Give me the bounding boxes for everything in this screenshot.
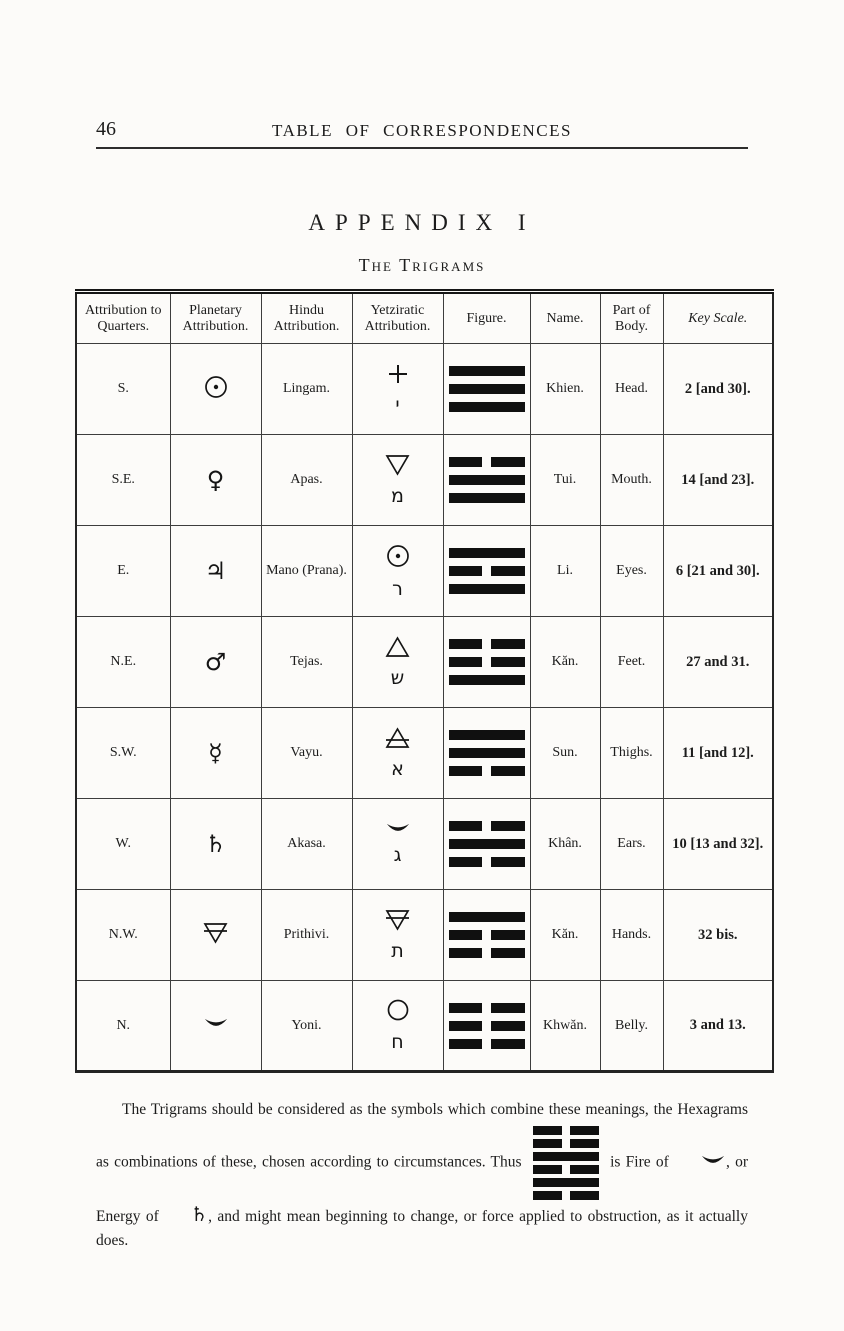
key-scale-value: 3 and 13. bbox=[663, 981, 773, 1072]
sun-icon bbox=[385, 543, 411, 569]
hindu-label: Apas. bbox=[261, 435, 352, 526]
body-part-label: Hands. bbox=[600, 890, 663, 981]
mercury-icon: ☿ bbox=[208, 738, 223, 767]
trigram-name: Kăn. bbox=[530, 617, 600, 708]
page-number: 46 bbox=[96, 118, 116, 140]
hindu-label: Akasa. bbox=[261, 799, 352, 890]
crescent-icon bbox=[674, 1149, 726, 1169]
table-row bbox=[76, 526, 773, 617]
trigram-figure-li bbox=[449, 548, 525, 594]
header-rule bbox=[96, 147, 748, 149]
subtitle: The Trigrams bbox=[358, 255, 486, 275]
venus-icon: ♀ bbox=[206, 465, 225, 494]
trigram-figure-sun bbox=[449, 730, 525, 776]
key-scale-value: 14 [and 23]. bbox=[663, 435, 773, 526]
key-scale-value: 6 [21 and 30]. bbox=[663, 526, 773, 617]
hebrew-letter-tav: ת bbox=[391, 939, 404, 962]
table-row bbox=[76, 617, 773, 708]
trigram-figure-khwan bbox=[449, 1003, 525, 1049]
footnote-text-3: , or Energy of bbox=[96, 1153, 749, 1225]
quarter-label: S. bbox=[76, 344, 170, 435]
key-scale-value: 32 bis. bbox=[663, 890, 773, 981]
trigram-name: Kăn. bbox=[530, 890, 600, 981]
hebrew-letter-shin: ש bbox=[390, 666, 405, 689]
table-row bbox=[76, 708, 773, 799]
quarter-label: E. bbox=[76, 526, 170, 617]
hebrew-letter-chet: ח bbox=[391, 1031, 404, 1053]
body-part-label: Thighs. bbox=[600, 708, 663, 799]
running-title: TABLE OF CORRESPONDENCES bbox=[272, 121, 572, 140]
appendix-title: APPENDIX I bbox=[308, 210, 536, 235]
hebrew-letter-aleph: א bbox=[391, 757, 404, 780]
body-part-label: Mouth. bbox=[600, 435, 663, 526]
col-header-hindu: Hindu Attribution. bbox=[261, 292, 352, 344]
water-triangle-icon bbox=[385, 454, 410, 476]
trigrams-table bbox=[75, 289, 774, 1073]
body-part-label: Ears. bbox=[600, 799, 663, 890]
quarter-label: S.E. bbox=[76, 435, 170, 526]
crescent-icon bbox=[385, 822, 411, 835]
cross-icon bbox=[387, 363, 409, 385]
quarter-label: W. bbox=[76, 799, 170, 890]
trigram-figure-kan2 bbox=[449, 912, 525, 958]
crescent-icon bbox=[203, 1017, 229, 1030]
footnote-text-1: The Trigrams should be considered as the symbols which combine these meanings, the Hexagrams as combinations of these, chosen according to circumstances. Thus bbox=[96, 1100, 748, 1171]
hebrew-letter-yod: י bbox=[395, 393, 400, 416]
hindu-label: Yoni. bbox=[261, 981, 352, 1072]
quarter-label: N. bbox=[76, 981, 170, 1072]
body-part-label: Eyes. bbox=[600, 526, 663, 617]
trigram-name: Li. bbox=[530, 526, 600, 617]
hebrew-letter-gimel: ג bbox=[393, 844, 402, 866]
table-row bbox=[76, 799, 773, 890]
trigram-name: Tui. bbox=[530, 435, 600, 526]
table-row bbox=[76, 344, 773, 435]
hebrew-letter-mem: מ bbox=[391, 484, 404, 507]
mars-icon: ♂ bbox=[204, 647, 227, 676]
col-header-yetziratic: Yetziratic Attribution. bbox=[352, 292, 443, 344]
table-row bbox=[76, 890, 773, 981]
trigram-name: Sun. bbox=[530, 708, 600, 799]
key-scale-value: 10 [13 and 32]. bbox=[663, 799, 773, 890]
trigram-figure-kan bbox=[449, 639, 525, 685]
trigram-figure-khien bbox=[449, 366, 525, 412]
hindu-label: Mano (Prana). bbox=[261, 526, 352, 617]
hindu-label: Vayu. bbox=[261, 708, 352, 799]
footnote-text-4: , and might mean beginning to change, or force applied to obstruction, as it actually does. bbox=[96, 1207, 748, 1249]
hindu-label: Tejas. bbox=[261, 617, 352, 708]
col-header-body: Part of Body. bbox=[600, 292, 663, 344]
hindu-label: Lingam. bbox=[261, 344, 352, 435]
key-scale-value: 27 and 31. bbox=[663, 617, 773, 708]
quarter-label: N.E. bbox=[76, 617, 170, 708]
jupiter-icon: ♃ bbox=[204, 556, 227, 585]
trigram-figure-khan bbox=[449, 821, 525, 867]
footnote-paragraph bbox=[96, 1098, 748, 1253]
quarter-label: S.W. bbox=[76, 708, 170, 799]
sun-icon bbox=[203, 374, 229, 400]
body-part-label: Head. bbox=[600, 344, 663, 435]
fire-triangle-icon bbox=[385, 636, 410, 658]
trigram-name: Khân. bbox=[530, 799, 600, 890]
trigram-name: Khwăn. bbox=[530, 981, 600, 1072]
body-part-label: Belly. bbox=[600, 981, 663, 1072]
circle-icon bbox=[386, 998, 410, 1022]
col-header-quarters: Attribution to Quarters. bbox=[76, 292, 170, 344]
col-header-key-scale: Key Scale. bbox=[663, 292, 773, 344]
earth-triangle-icon bbox=[203, 922, 228, 944]
table-row bbox=[76, 435, 773, 526]
trigram-name: Khien. bbox=[530, 344, 600, 435]
hebrew-letter-resh: ר bbox=[392, 577, 403, 600]
table-row bbox=[76, 981, 773, 1072]
col-header-planetary: Planetary Attribution. bbox=[170, 292, 261, 344]
saturn-icon: ♄ bbox=[190, 1201, 209, 1226]
earth-triangle-icon bbox=[385, 909, 410, 931]
saturn-icon: ♄ bbox=[204, 829, 227, 858]
key-scale-value: 2 [and 30]. bbox=[663, 344, 773, 435]
trigram-figure-tui bbox=[449, 457, 525, 503]
quarter-label: N.W. bbox=[76, 890, 170, 981]
table-header-row bbox=[76, 292, 773, 344]
air-triangle-icon bbox=[385, 727, 410, 749]
footnote-text-2: is Fire of bbox=[610, 1153, 669, 1171]
key-scale-value: 11 [and 12]. bbox=[663, 708, 773, 799]
col-header-figure: Figure. bbox=[443, 292, 530, 344]
hindu-label: Prithivi. bbox=[261, 890, 352, 981]
col-header-name: Name. bbox=[530, 292, 600, 344]
hexagram-figure bbox=[533, 1122, 599, 1204]
body-part-label: Feet. bbox=[600, 617, 663, 708]
